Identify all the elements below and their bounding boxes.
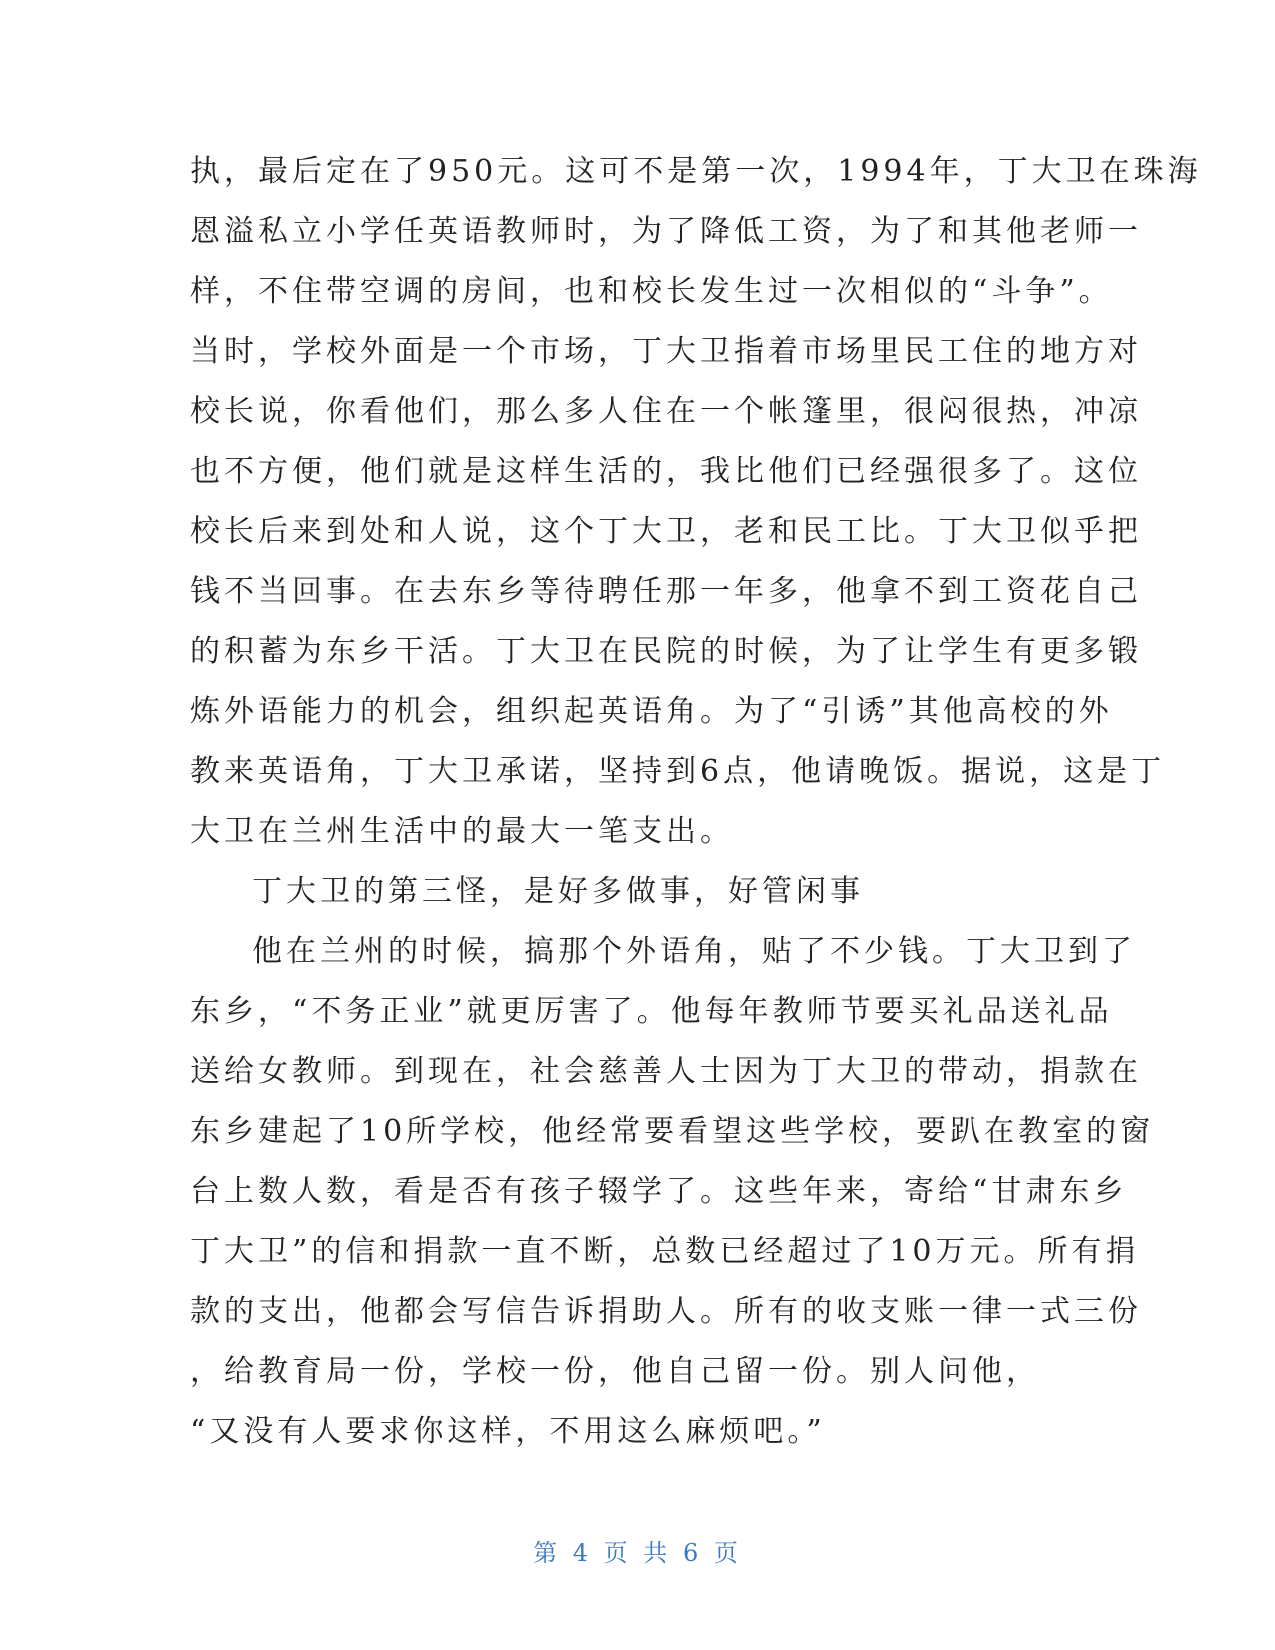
text-line: 当时，学校外面是一个市场，丁大卫指着市场里民工住的地方对 xyxy=(190,334,1142,369)
text-line: 款的支出，他都会写信告诉捐助人。所有的收支账一律一式三份 xyxy=(190,1294,1142,1329)
text-line: 也不方便，他们就是这样生活的，我比他们已经强很多了。这位 xyxy=(190,454,1142,489)
text-line: 丁大卫”的信和捐款一直不断，总数已经超过了10万元。所有捐 xyxy=(190,1234,1140,1269)
text-line: ，给教育局一份，学校一份，他自己留一份。别人问他， xyxy=(190,1354,1040,1389)
text-line: 教来英语角，丁大卫承诺，坚持到6点，他请晚饭。据说，这是丁 xyxy=(190,754,1166,789)
text-line: 东乡，“不务正业”就更厉害了。他每年教师节要买礼品送礼品 xyxy=(190,994,1113,1029)
text-line: 校长说，你看他们，那么多人住在一个帐篷里，很闷很热，冲凉 xyxy=(190,394,1142,429)
text-line: 恩溢私立小学任英语教师时，为了降低工资，为了和其他老师一 xyxy=(190,214,1142,249)
text-line: 执，最后定在了950元。这可不是第一次，1994年，丁大卫在珠海 xyxy=(190,154,1202,189)
text-line: “又没有人要求你这样，不用这么麻烦吧。” xyxy=(190,1414,826,1449)
text-line: 校长后来到处和人说，这个丁大卫，老和民工比。丁大卫似乎把 xyxy=(190,514,1142,549)
text-line: 东乡建起了10所学校，他经常要看望这些学校，要趴在教室的窗 xyxy=(190,1114,1155,1149)
text-line: 的积蓄为东乡干活。丁大卫在民院的时候，为了让学生有更多锻 xyxy=(190,634,1142,669)
text-line: 大卫在兰州生活中的最大一笔支出。 xyxy=(190,814,734,849)
text-line: 样，不住带空调的房间，也和校长发生过一次相似的“斗争”。 xyxy=(190,274,1113,309)
body-text xyxy=(190,146,1202,1466)
text-line: 送给女教师。到现在，社会慈善人士因为丁大卫的带动，捐款在 xyxy=(190,1054,1142,1089)
page-footer: 第 4 页 共 6 页 xyxy=(533,1539,742,1567)
text-line: 钱不当回事。在去东乡等待聘任那一年多，他拿不到工资花自己 xyxy=(190,574,1142,609)
text-line: 台上数人数，看是否有孩子辍学了。这些年来，寄给“甘肃东乡 xyxy=(190,1174,1128,1209)
text-line: 炼外语能力的机会，组织起英语角。为了“引诱”其他高校的外 xyxy=(190,694,1113,729)
text-line: 丁大卫的第三怪，是好多做事，好管闲事 xyxy=(252,874,864,909)
text-line: 他在兰州的时候，搞那个外语角，贴了不少钱。丁大卫到了 xyxy=(252,934,1136,969)
